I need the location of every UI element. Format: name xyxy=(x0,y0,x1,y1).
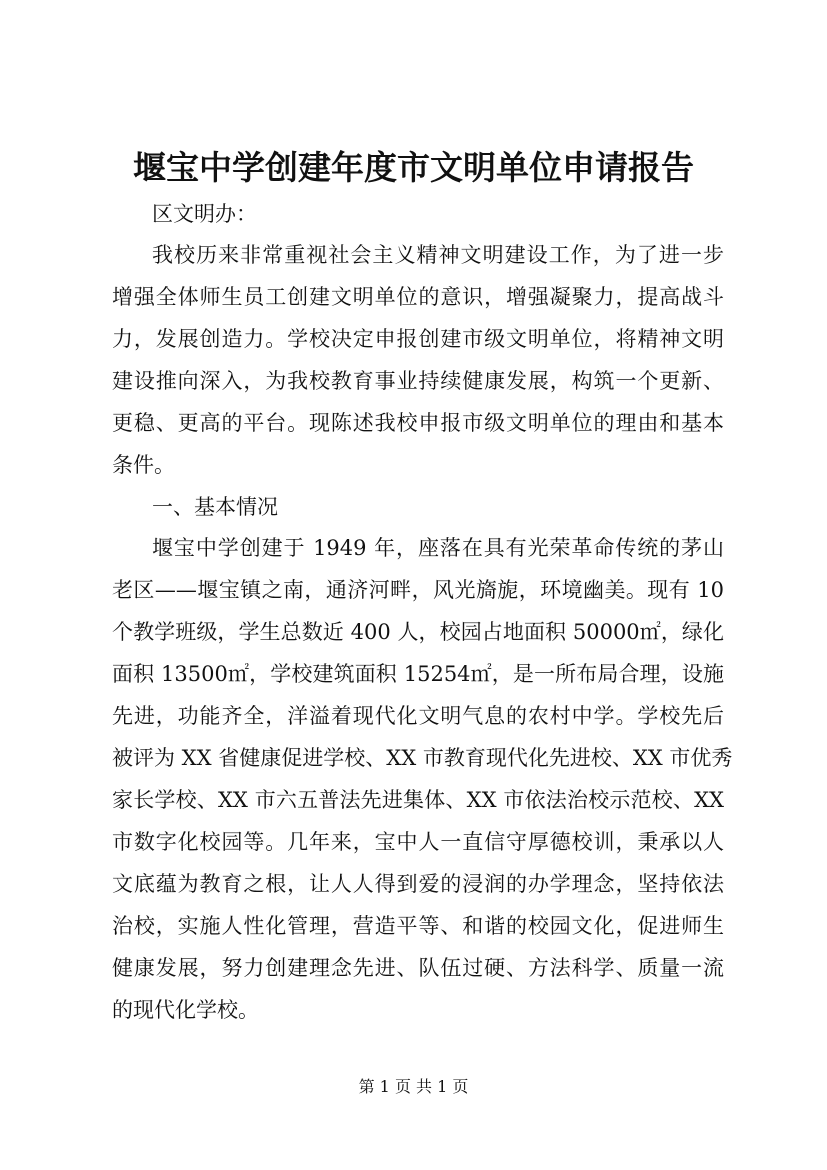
paragraph-line: 市数字化校园等。几年来，宝中人一直信守厚德校训，秉承以人 xyxy=(112,830,724,854)
paragraph-line: 被评为 XX 省健康促进学校、XX 市教育现代化先进校、XX 市优秀 xyxy=(112,746,733,770)
page-footer: 第 1 页 共 1 页 xyxy=(358,1077,469,1096)
paragraph-line: 力，发展创造力。学校决定申报创建市级文明单位，将精神文明 xyxy=(112,327,724,351)
paragraph-line: 更稳、更高的平台。现陈述我校申报市级文明单位的理由和基本 xyxy=(112,411,724,435)
paragraph-line: 老区——堰宝镇之南，通济河畔，风光旖旎，环境幽美。现有 10 xyxy=(112,578,724,602)
paragraph-line: 增强全体师生员工创建文明单位的意识，增强凝聚力，提高战斗 xyxy=(112,285,724,309)
paragraph-line: 个教学班级，学生总数近 400 人，校园占地面积 50000㎡，绿化 xyxy=(112,620,724,644)
paragraph-line: 治校，实施人性化管理，营造平等、和谐的校园文化，促进师生 xyxy=(112,914,724,938)
paragraph-line: 健康发展，努力创建理念先进、队伍过硬、方法科学、质量一流 xyxy=(112,956,724,980)
salutation: 区文明办： xyxy=(152,202,257,226)
paragraph-line: 的现代化学校。 xyxy=(112,998,259,1022)
paragraph-line: 建设推向深入，为我校教育事业持续健康发展，构筑一个更新、 xyxy=(112,369,724,393)
paragraph-line: 先进，功能齐全，洋溢着现代化文明气息的农村中学。学校先后 xyxy=(112,704,724,728)
paragraph-line: 我校历来非常重视社会主义精神文明建设工作，为了进一步 xyxy=(152,243,724,267)
section-heading: 一、基本情况 xyxy=(152,495,278,519)
paragraph-line: 条件。 xyxy=(112,453,175,477)
paragraph-line: 家长学校、XX 市六五普法先进集体、XX 市依法治校示范校、XX xyxy=(112,788,724,812)
document-title: 堰宝中学创建年度市文明单位申请报告 xyxy=(133,148,694,187)
paragraph-line: 面积 13500㎡，学校建筑面积 15254㎡，是一所布局合理，设施 xyxy=(112,662,724,686)
paragraph-line: 文底蕴为教育之根，让人人得到爱的浸润的办学理念，坚持依法 xyxy=(112,872,724,896)
paragraph-line: 堰宝中学创建于 1949 年，座落在具有光荣革命传统的茅山 xyxy=(152,536,724,560)
